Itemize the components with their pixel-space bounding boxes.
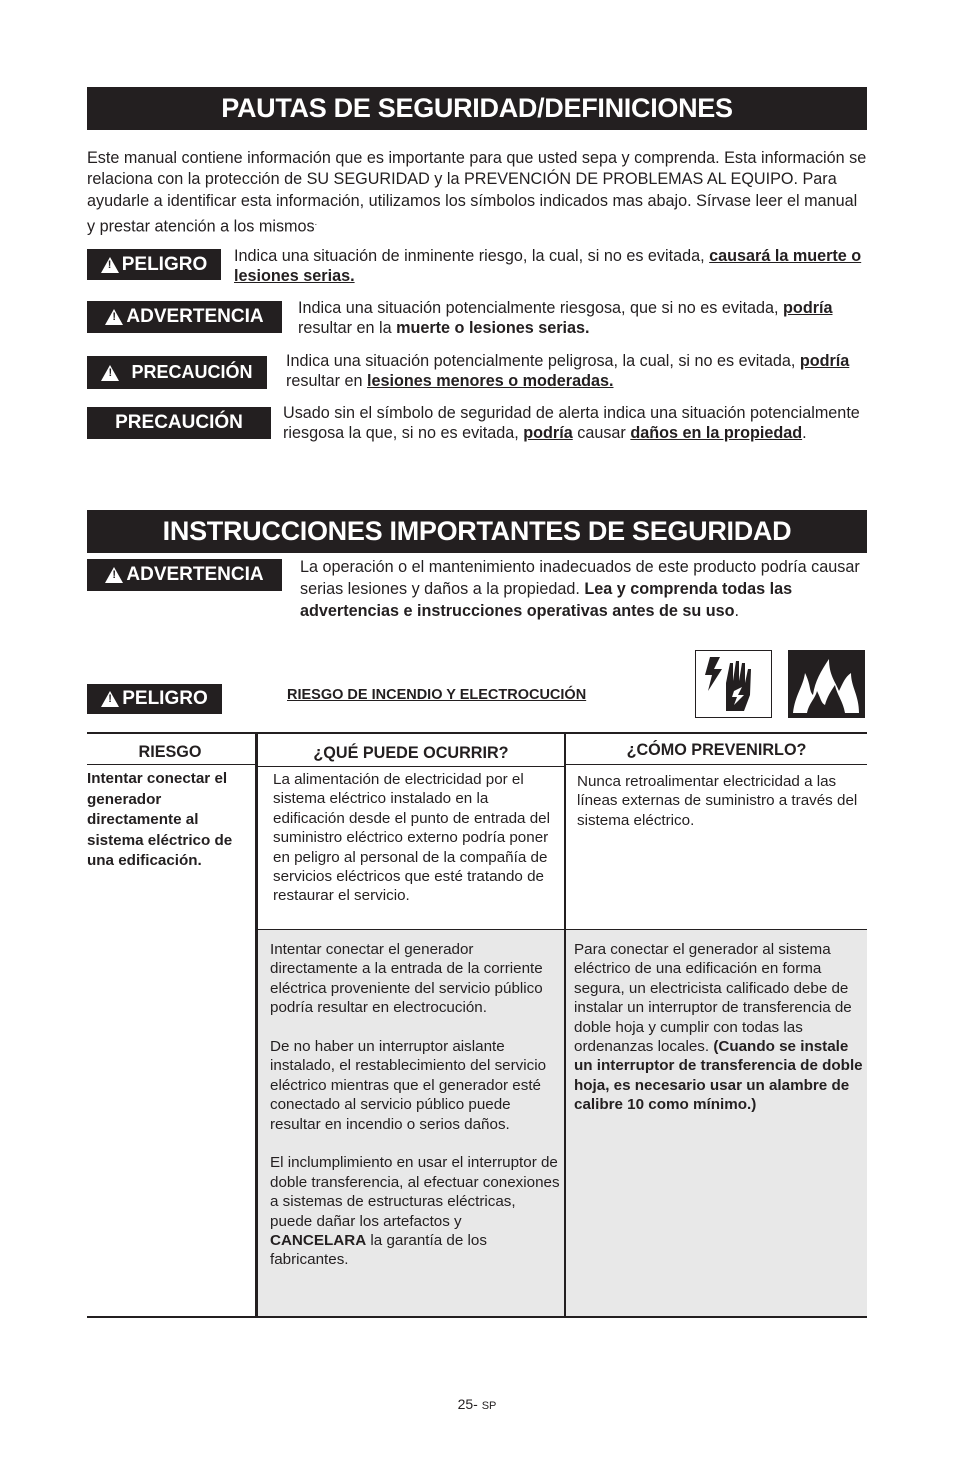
precaucion-definition [286, 351, 868, 391]
peligro-label-text-2: PELIGRO [122, 688, 208, 709]
section2-warning-text [300, 556, 860, 622]
col-header-what: ¿QUÉ PUEDE OCURRIR? [313, 744, 509, 762]
warning-text-period: . [734, 602, 740, 620]
warning-triangle-icon [105, 567, 123, 583]
page-number [0, 1396, 954, 1412]
riesgo-cell: Intentar conectar el generador directamente al sistema eléctrico de una edificación. [87, 770, 233, 869]
peligro-def-text: Indica una situación de inminente riesgo, la cual, si no es evitada, [234, 247, 710, 265]
precaucion-def-text2: resultar en [286, 372, 367, 390]
row2-how-cell [574, 940, 867, 1115]
row2-what-para1: Intentar conectar el generador directamente a la entrada de la corriente eléctrica proveniente del servicio público podría resultar en electrocución. [270, 941, 543, 1017]
precaucion-plain-def-period: . [802, 424, 807, 442]
col-divider-1 [255, 734, 258, 1316]
peligro-definition [234, 246, 868, 286]
peligro-signal-label [87, 249, 221, 280]
precaucion-plain-signal-label [87, 407, 271, 439]
page-number-suffix: SP [481, 1400, 497, 1412]
advertencia-def-podria: podría [783, 299, 833, 317]
row2-how-bold: (Cuando se instale un interruptor de transferencia de doble hoja, es necesario usar un alambre de calibre 10 como mínimo.) [574, 1038, 863, 1114]
advertencia-def-consequence: muerte o lesiones serias. [396, 319, 590, 337]
precaucion-plain-def-podria: podría [523, 424, 573, 442]
col-header-riesgo: RIESGO [138, 743, 202, 761]
page-number-value: 25- [457, 1396, 478, 1412]
precaucion-plain-definition [283, 403, 868, 443]
precaucion-plain-def-text2: causar [572, 424, 631, 442]
header-rule-riesgo [87, 764, 255, 765]
warning-triangle-icon [101, 365, 119, 381]
warning-text-plain: La operación o el mantenimiento inadecuados de este producto podría causar serias lesiones y daños a la propiedad. [300, 558, 860, 598]
row2-what-cell [270, 940, 560, 1270]
col-divider-2 [564, 734, 566, 1316]
header-rule-how [566, 764, 867, 765]
row2-what-para3-text: El inclumplimiento en usar el interruptor de doble transferencia, al efectuar conexiones a sistemas de estructuras eléctricas, puede dañar los artefactos y [270, 1154, 560, 1230]
electric-shock-icon [695, 650, 772, 718]
precaucion-def-consequence: lesiones menores o moderadas. [366, 372, 614, 390]
advertencia-signal-label [87, 301, 282, 333]
intro-paragraph: Este manual contiene información que es importante para que usted sepa y comprenda. Esta información se relaciona con la protección de SU SEGURIDAD y la PREVENCIÓN DE PROBLEMAS AL EQUIPO. Para ayudarle a identificar esta información, utilizamos los símbolos indicados mas abajo. Sírvase leer el manual y prestar atención a los mismos. [87, 149, 867, 236]
section-title-important-instructions: INSTRUCCIONES IMPORTANTES DE SEGURIDAD [87, 510, 867, 553]
section-title-safety-guidelines: PAUTAS DE SEGURIDAD/DEFINICIONES [87, 87, 867, 130]
row1-how-cell: Nunca retroalimentar electricidad a las líneas externas de suministro a través del sistema eléctrico. [577, 773, 858, 829]
precaucion-def-podria: podría [799, 352, 850, 370]
advertencia-label-text: ADVERTENCIA [126, 306, 264, 327]
warning-triangle-icon [101, 691, 119, 707]
warning-triangle-icon [105, 309, 123, 325]
row2-what-para2: De no haber un interruptor aislante instalado, el restablecimiento del servicio eléctrico mientras que el generador esté conectado al servicio público puede resultar en incendio o serios daños. [270, 1038, 547, 1133]
precaucion-label-text: PRECAUCIÓN [131, 362, 253, 382]
header-rule-what [258, 766, 564, 767]
advertencia-signal-label-2 [87, 559, 282, 591]
peligro-label-text: PELIGRO [121, 253, 208, 275]
intro-text: Este manual contiene información que es importante para que usted sepa y comprenda. Esta información se relaciona con la protección de SU SEGURIDAD y la PREVENCIÓN DE PROBLEMAS AL EQUIPO. Para ayudarle a identificar esta información, utilizamos los símbolos indicados mas abajo. Sírvase leer el manual y prestar atención a los mismos [87, 149, 867, 236]
row-divider [258, 929, 867, 930]
row2-what-para3 [270, 1153, 560, 1269]
table-top-rule [87, 732, 867, 734]
col-header-how: ¿CÓMO PREVENIRLO? [626, 741, 807, 759]
warning-text-bold: Lea y comprenda todas las advertencias e instrucciones operativas antes de su uso [300, 580, 793, 620]
fire-icon [788, 650, 865, 718]
row1-what-cell: La alimentación de electricidad por el sistema eléctrico instalado en la edificación desde el punto de entrada del suministro eléctrico externo podría poner en peligro al personal de la compañía de servicios eléctricos que esté tratando de restaurar el servicio. [273, 771, 550, 905]
precaucion-def-text: Indica una situación potencialmente peligrosa, la cual, si no es evitada, [286, 352, 800, 370]
row2-what-para3-end: la garantía de los fabricantes. [270, 1232, 487, 1269]
precaucion-plain-def-consequence: daños en la propiedad [630, 424, 803, 442]
precaucion-plain-def-text: Usado sin el símbolo de seguridad de alerta indica una situación potencialmente riesgosa la que, si no es evitada, [283, 404, 860, 442]
advertencia-def-text: Indica una situación potencialmente riesgosa, que si no es evitada, [298, 299, 784, 317]
advertencia-definition [298, 298, 868, 338]
row2-how-text: Para conectar el generador al sistema eléctrico de una edificación en forma segura, un electricista calificado debe de instalar un interruptor de transferencia de doble hoja y cumplir con todas las ordenanzas locales. [574, 941, 852, 1056]
table-bottom-rule [87, 1316, 867, 1318]
peligro-signal-label-2 [87, 684, 222, 714]
advertencia-def-text2: resultar en la [298, 319, 397, 337]
peligro-def-consequence: causará la muerte o lesiones serias. [234, 247, 862, 285]
row2-what-para3-bold: CANCELARA [270, 1232, 367, 1250]
precaucion-plain-label-text: PRECAUCIÓN [115, 412, 243, 433]
precaucion-signal-label [87, 356, 267, 389]
hazard-title: RIESGO DE INCENDIO Y ELECTROCUCIÓN [287, 687, 587, 703]
warning-triangle-icon [101, 257, 119, 273]
advertencia-label-text-2: ADVERTENCIA [126, 564, 264, 585]
